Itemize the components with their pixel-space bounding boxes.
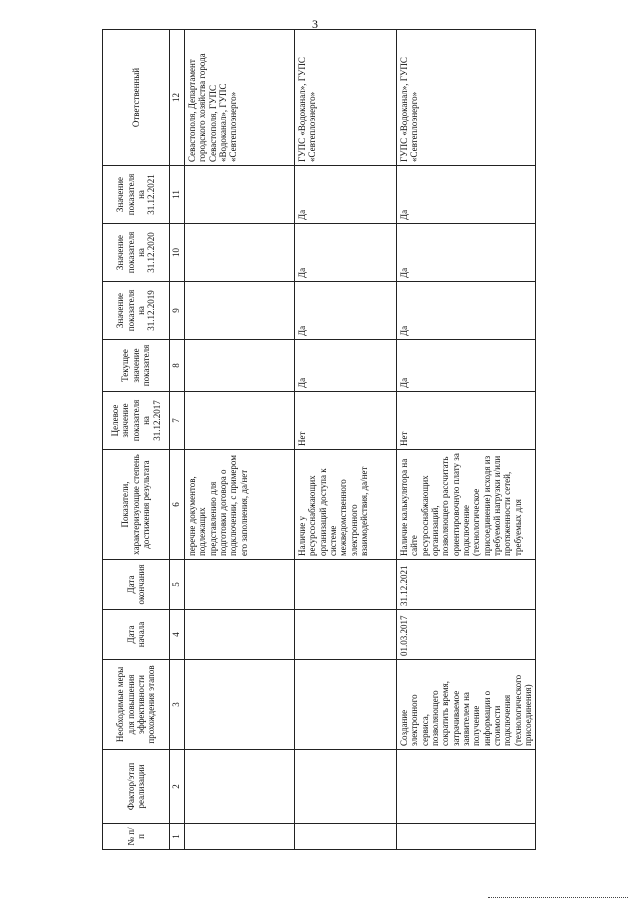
header-cell: № п/п: [103, 824, 170, 850]
row-current: [185, 340, 295, 392]
measures-table: [102, 29, 536, 850]
row-value-2019: Да: [397, 282, 536, 340]
column-number: 2: [170, 750, 185, 824]
row-end-date: [295, 560, 397, 610]
header-cell: Значение показателя на 31.12.2020: [103, 224, 170, 282]
header-cell: Дата окончания: [103, 560, 170, 610]
header-row: [103, 30, 170, 850]
row-indicator: перечне документов, подлежащих представлению для подготовки договора о подключении, с примером его заполнения, да/нет: [185, 450, 295, 560]
row-num: [397, 824, 536, 850]
header-cell: Необходимые меры для повышения эффективности прохождения этапов: [103, 660, 170, 750]
row-factor: [295, 750, 397, 824]
row-start-date: [295, 610, 397, 660]
column-number: 9: [170, 282, 185, 340]
row-num: [295, 824, 397, 850]
row-current: Да: [397, 340, 536, 392]
row-value-2021: Да: [397, 166, 536, 224]
column-number-row: [170, 30, 185, 850]
column-number: 3: [170, 660, 185, 750]
footer-divider: [488, 897, 628, 899]
row-target: Нет: [295, 392, 397, 450]
row-value-2020: Да: [397, 224, 536, 282]
row-responsible: Севастополя, Департамент городского хозяйства города Севастополя, ГУПС «Водоканал», ГУПС «Севтеплоэнерго»: [185, 30, 295, 166]
column-number: 1: [170, 824, 185, 850]
header-cell: Целевое значение показателя на 31.12.2017: [103, 392, 170, 450]
column-number: 4: [170, 610, 185, 660]
column-number: 11: [170, 166, 185, 224]
header-cell: Показатели, характеризующие степень достижения результата: [103, 450, 170, 560]
header-cell: Значение показателя на 31.12.2021: [103, 166, 170, 224]
page-number: 3: [312, 17, 318, 31]
row-measures: [295, 660, 397, 750]
row-value-2021: [185, 166, 295, 224]
row-measures: Создание электронного сервиса, позволяющего сократить время, затрачиваемое заявителем на получение информации о стоимости подключения (технологического присоединения): [397, 660, 536, 750]
row-value-2020: Да: [295, 224, 397, 282]
row-end-date: [185, 560, 295, 610]
row-responsible: ГУПС «Водоканал», ГУПС «Севтеплоэнерго»: [295, 30, 397, 166]
row-value-2020: [185, 224, 295, 282]
header-cell: Значение показателя на 31.12.2019: [103, 282, 170, 340]
column-number: 5: [170, 560, 185, 610]
rotated-table-container: [102, 30, 534, 850]
row-num: [185, 824, 295, 850]
row-start-date: 01.03.2017: [397, 610, 536, 660]
row-indicator: Наличие калькулятора на сайте ресурсоснабжающих организаций, позволяющего рассчитать ориентировочную плату за подключение (технологическое присоединение) исходя из требуемой нагрузки и/или протяженности сетей, требуемых для: [397, 450, 536, 560]
row-target: Нет: [397, 392, 536, 450]
column-number: 10: [170, 224, 185, 282]
row-responsible: ГУПС «Водоканал», ГУПС «Севтеплоэнерго»: [397, 30, 536, 166]
row-indicator: Наличие у ресурсоснабжающих организаций доступа к системе межведомственного электронного взаимодействия, да/нет: [295, 450, 397, 560]
row-value-2019: [185, 282, 295, 340]
row-factor: [185, 750, 295, 824]
row-target: [185, 392, 295, 450]
table-row: [397, 30, 536, 850]
table-row: [185, 30, 295, 850]
column-number: 6: [170, 450, 185, 560]
row-start-date: [185, 610, 295, 660]
table-row: [295, 30, 397, 850]
header-cell: Дата начала: [103, 610, 170, 660]
column-number: 12: [170, 30, 185, 166]
column-number: 7: [170, 392, 185, 450]
row-end-date: 31.12.2021: [397, 560, 536, 610]
header-cell: Текущее значение показателя: [103, 340, 170, 392]
header-cell: Фактор/этап реализации: [103, 750, 170, 824]
row-factor: [397, 750, 536, 824]
row-value-2021: Да: [295, 166, 397, 224]
row-current: Да: [295, 340, 397, 392]
row-measures: [185, 660, 295, 750]
column-number: 8: [170, 340, 185, 392]
header-cell: Ответственный: [103, 30, 170, 166]
row-value-2019: Да: [295, 282, 397, 340]
